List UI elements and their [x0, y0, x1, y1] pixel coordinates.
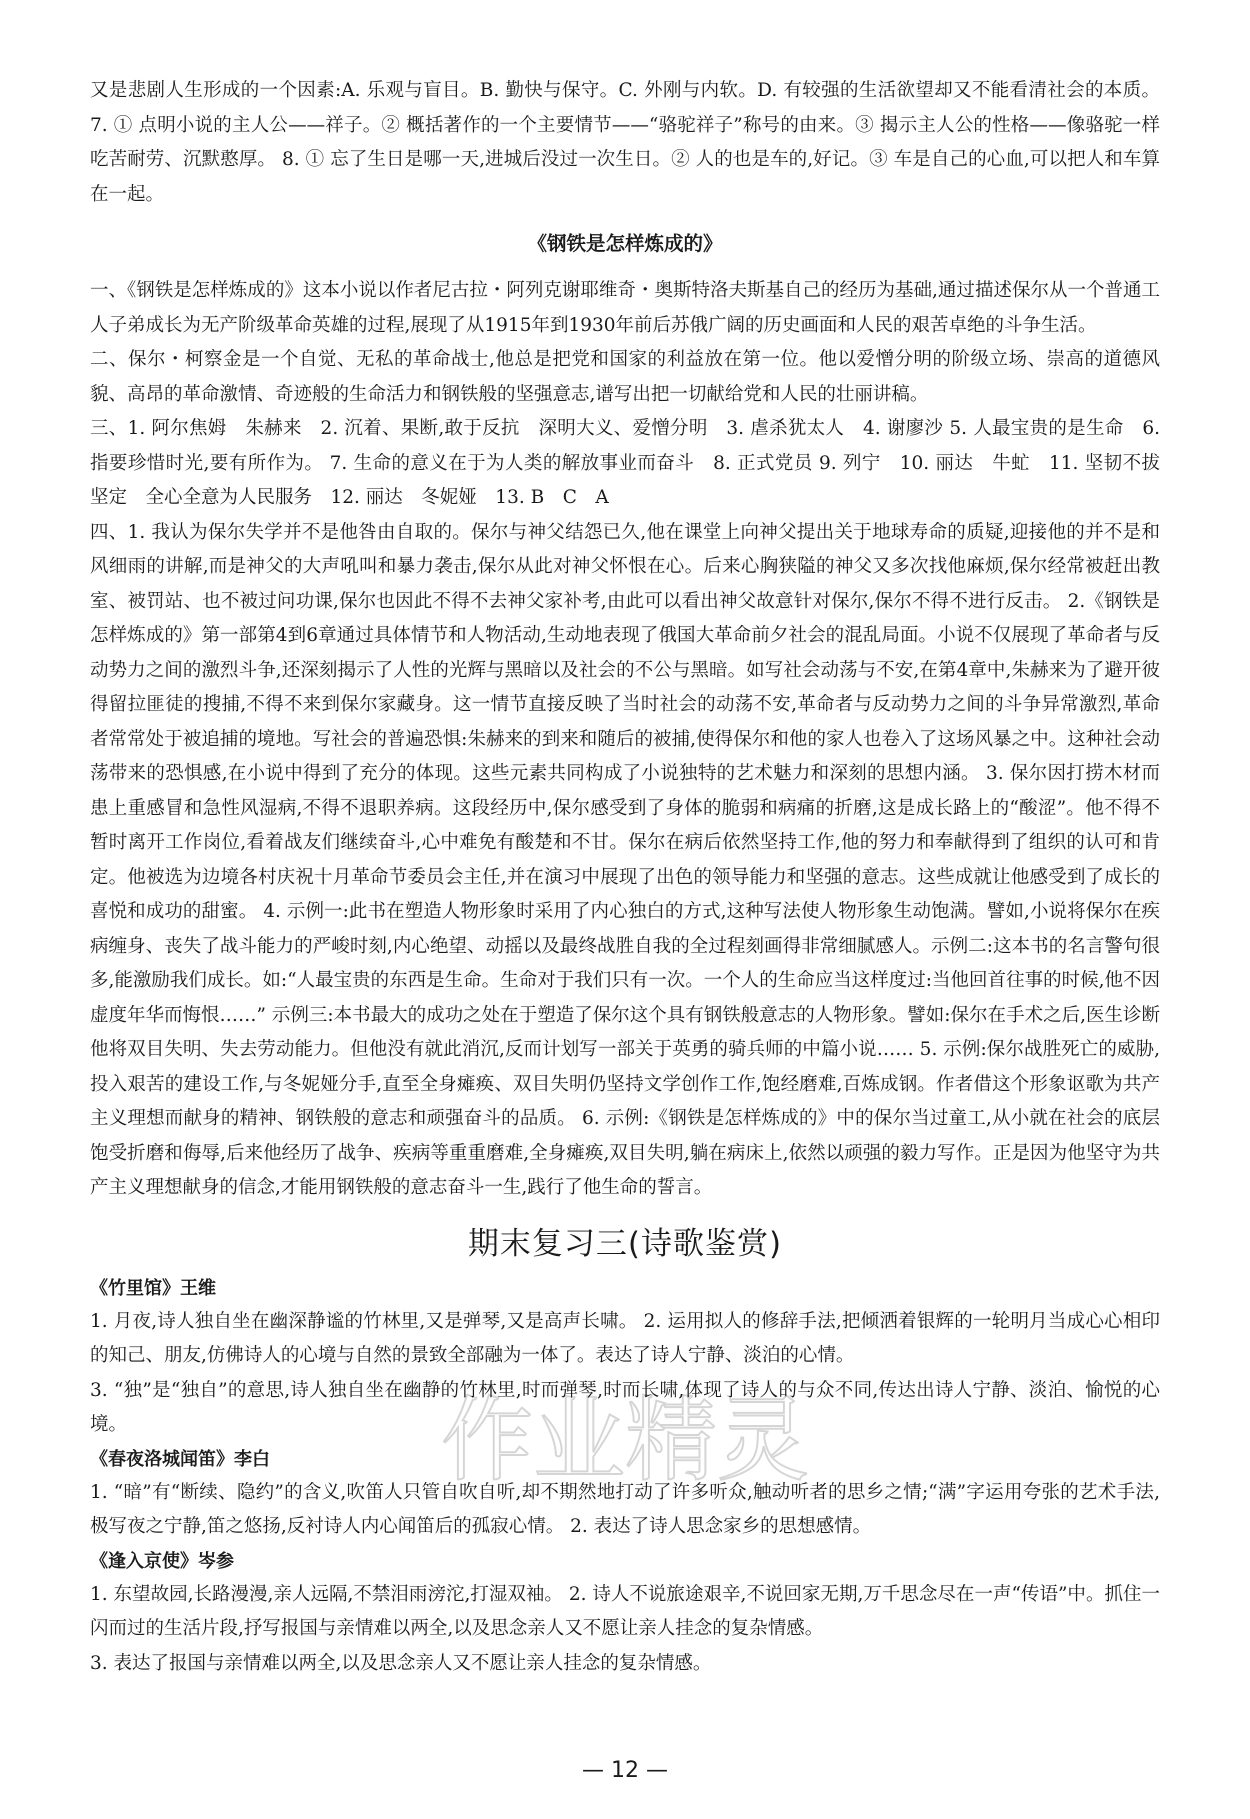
section-title: 《钢铁是怎样炼成的》 [527, 232, 723, 255]
paragraph: 三、1. 阿尔焦姆 朱赫来 2. 沉着、果断,敢于反抗 深明大义、爱憎分明 3. 虐杀犹太人 4. 谢廖沙 5. 人最宝贵的是生命 6. 指要珍惜时光,要有所作为。 7. 生命的意义在于为人类的解放事业而奋斗 8. 正式党员 9. 列宁 10. 丽达 牛虻 11. 坚韧不拔 坚定 全心全意为人民服务 12. 丽达 冬妮娅 13. B C A [90, 418, 1179, 508]
page-content [90, 74, 1179, 1681]
paragraph: 3. 表达了报国与亲情难以两全,以及思念亲人又不愿让亲人挂念的复杂情感。 [90, 1652, 712, 1674]
paragraph: 1. “暗”有“断续、隐约”的含义,吹笛人只管自吹自听,却不期然地打动了许多听众,触动听者的思乡之情;“满”字运用夸张的艺术手法,极写夜之宁静,笛之悠扬,反衬诗人内心闻笛后的孤寂心情。 2. 表达了诗人思念家乡的思想感情。 [90, 1481, 1160, 1537]
watermark-text: 作业精灵 [440, 1390, 810, 1490]
paragraph: 1. 东望故园,长路漫漫,亲人远隔,不禁泪雨滂沱,打湿双袖。 2. 诗人不说旅途艰辛,不说回家无期,万千思念尽在一声“传语”中。抓住一闪而过的生活片段,抒写报国与亲情难以两全,以及思念亲人又不愿让亲人挂念的复杂情感。 [90, 1583, 1160, 1639]
poem-heading: 《春夜洛城闻笛》李白 [90, 1448, 270, 1470]
paragraph: 1. 月夜,诗人独自坐在幽深静谧的竹林里,又是弹琴,又是高声长啸。 2. 运用拟人的修辞手法,把倾洒着银辉的一轮明月当成心心相印的知己、朋友,仿佛诗人的心境与自然的景致全部融为一体了。表达了诗人宁静、淡泊的心情。 [90, 1310, 1160, 1366]
paragraph: 二、保尔・柯察金是一个自觉、无私的革命战士,他总是把党和国家的利益放在第一位。他以爱憎分明的阶级立场、崇高的道德风貌、高昂的革命激情、奇迹般的生命活力和钢铁般的坚强意志,谱写出把一切献给党和人民的壮丽讲稿。 [90, 349, 1160, 405]
paragraph: 四、1. 我认为保尔失学并不是他咎由自取的。保尔与神父结怨已久,他在课堂上向神父提出关于地球寿命的质疑,迎接他的并不是和风细雨的讲解,而是神父的大声吼叫和暴力袭击,保尔从此对神父怀恨在心。后来心胸狭隘的神父又多次找他麻烦,保尔经常被赶出教室、被罚站、也不被过问功课,保尔也因此不得不去神父家补考,由此可以看出神父故意针对保尔,保尔不得不进行反击。 2.《钢铁是怎样炼成的》第一部第4到6章通过具体情节和人物活动,生动地表现了俄国大革命前夕社会的混乱局面。小说不仅展现了革命者与反动势力之间的激烈斗争,还深刻揭示了人性的光辉与黑暗以及社会的不公与黑暗。如写社会动荡与不安,在第4章中,朱赫来为了避开彼得留拉匪徒的搜捕,不得不来到保尔家藏身。这一情节直接反映了当时社会的动荡不安,革命者与反动势力之间的斗争异常激烈,革命者常常处于被追捕的境地。写社会的普遍恐惧:朱赫来的到来和随后的被捕,使得保尔和他的家人也卷入了这场风暴之中。这种社会动荡带来的恐惧感,在小说中得到了充分的体现。这些元素共同构成了小说独特的艺术魅力和深刻的思想内涵。 3. 保尔因打捞木材而患上重感冒和急性风湿病,不得不退职养病。这段经历中,保尔感受到了身体的脆弱和病痛的折磨,这是成长路上的“酸涩”。他不得不暂时离开工作岗位,看着战友们继续奋斗,心中难免有酸楚和不甘。保尔在病后依然坚持工作,他的努力和奉献得到了组织的认可和肯定。他被选为边境各村庆祝十月革命节委员会主任,并在演习中展现了出色的领导能力和坚强的意志。这些成就让他感受到了成长的喜悦和成功的甜蜜。 4. 示例一:此书在塑造人物形象时采用了内心独白的方式,这种写法使人物形象生动饱满。譬如,小说将保尔在疾病缠身、丧失了战斗能力的严峻时刻,内心绝望、动摇以及最终战胜自我的全过程刻画得非常细腻感人。示例二:这本书的名言警句很多,能激励我们成长。如:“人最宝贵的东西是生命。生命对于我们只有一次。一个人的生命应当这样度过:当他回首往事的时候,他不因虚度年华而悔恨……” 示例三:本书最大的成功之处在于塑造了保尔这个具有钢铁般意志的人物形象。譬如:保尔在手术之后,医生诊断他将双目失明、失去劳动能力。但他没有就此消沉,反而计划写一部关于英勇的骑兵师的中篇小说…… 5. 示例:保尔战胜死亡的威胁,投入艰苦的建设工作,与冬妮娅分手,直至全身瘫痪、双目失明仍坚持文学创作工作,饱经磨难,百炼成钢。作者借这个形象讴歌为共产主义理想而献身的精神、钢铁般的意志和顽强奋斗的品质。 6. 示例:《钢铁是怎样炼成的》中的保尔当过童工,从小就在社会的底层饱受折磨和侮辱,后来他经历了战争、疾病等重重磨难,全身瘫痪,双目失明,躺在病床上,依然以顽强的毅力写作。正是因为他坚守为共产主义理想献身的信念,才能用钢铁般的意志奋斗一生,践行了他生命的誓言。 [90, 521, 1160, 1198]
paragraph: 3. “独”是“独自”的意思,诗人独自坐在幽静的竹林里,时而弹琴,时而长啸,体现了诗人的与众不同,传达出诗人宁静、淡泊、愉悦的心境。 [90, 1379, 1160, 1435]
page-number: — 12 — [582, 1758, 668, 1783]
paragraph: 一、《钢铁是怎样炼成的》这本小说以作者尼古拉・阿列克谢耶维奇・奥斯特洛夫斯基自己的经历为基础,通过描述保尔从一个普通工人子弟成长为无产阶级革命英雄的过程,展现了从1915年到1930年前后苏俄广阔的历史画面和人民的艰苦卓绝的斗争生活。 [90, 280, 1160, 336]
paragraph: 又是悲剧人生形成的一个因素:A. 乐观与盲目。B. 勤快与保守。C. 外刚与内软。D. 有较强的生活欲望却又不能看清社会的本质。 7. ① 点明小说的主人公——祥子。② 概括著作的一个主要情节——“骆驼祥子”称号的由来。③ 揭示主人公的性格——像骆驼一样吃苦耐劳、沉默憨厚。 8. ① 忘了生日是哪一天,进城后没过一次生日。② 人的也是车的,好记。③ 车是自己的心血,可以把人和车算在一起。 [90, 80, 1160, 205]
poem-heading: 《逢入京使》岑参 [90, 1550, 234, 1572]
chapter-title: 期末复习三(诗歌鉴赏) [467, 1225, 783, 1262]
poem-heading: 《竹里馆》王维 [90, 1277, 216, 1299]
